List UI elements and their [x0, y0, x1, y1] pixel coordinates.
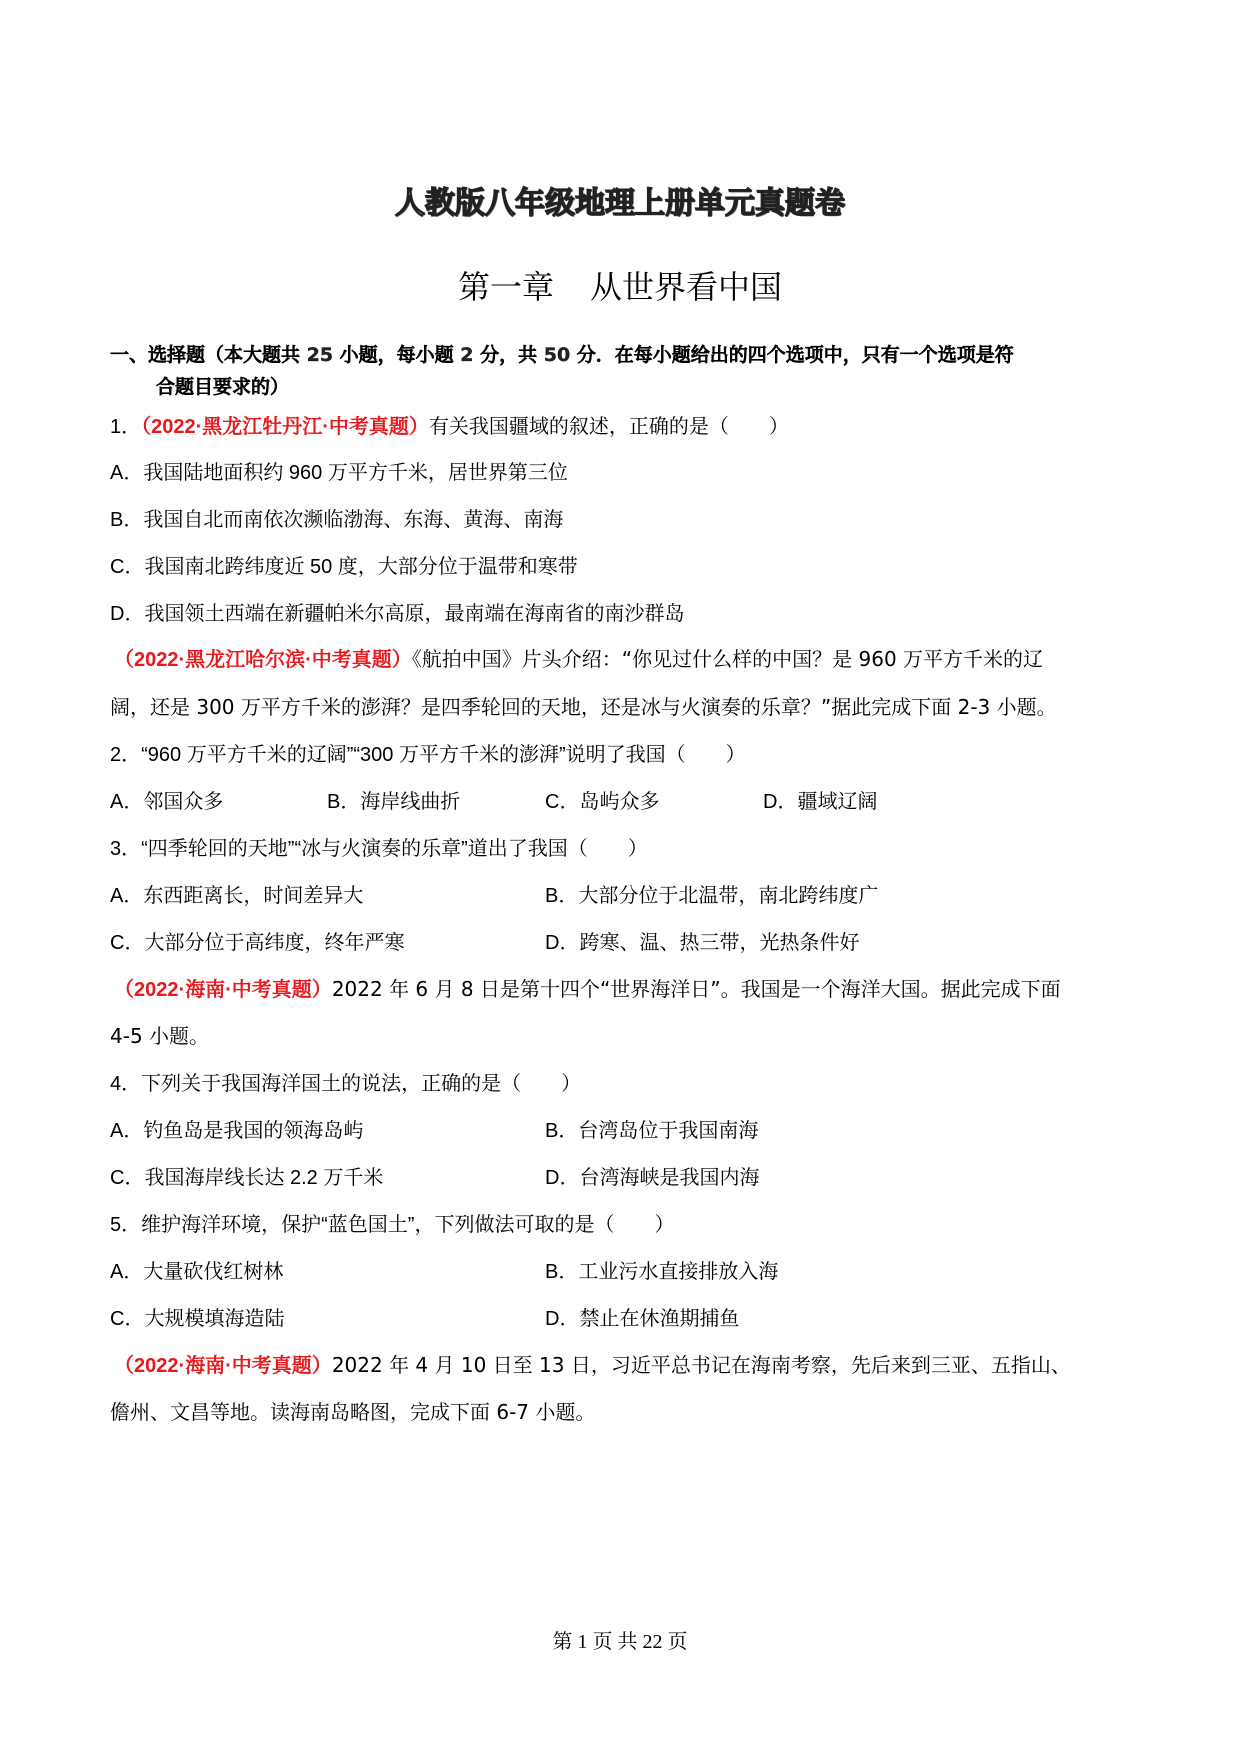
material-text: 《航拍中国》片头介绍：“你见过什么样的中国？是 960 万平方千米的辽 [411, 647, 1044, 671]
material-text-line2: 4-5 小题。 [110, 1024, 210, 1048]
option-b: B．大部分位于北温带，南北跨纬度广 [545, 885, 879, 907]
section-heading-line2: 合题目要求的） [156, 376, 290, 398]
question-4: 4．下列关于我国海洋国土的说法，正确的是（ ） [110, 1073, 582, 1095]
question-2: 2．“960 万平方千米的辽阔”“300 万平方千米的澎湃”说明了我国（ ） [110, 744, 746, 766]
option-b: B．海岸线曲折 [327, 791, 461, 813]
document-title: 人教版八年级地理上册单元真题卷 [395, 186, 845, 221]
option-a: A．邻国众多 [110, 791, 224, 813]
option-c: C．大部分位于高纬度，终年严寒 [110, 932, 405, 954]
question-3: 3．“四季轮回的天地”“冰与火演奏的乐章”道出了我国（ ） [110, 838, 648, 860]
option-b: B．我国自北而南依次濒临渤海、东海、黄海、南海 [110, 509, 564, 531]
source-tag: （2022·黑龙江牡丹江·中考真题） [141, 416, 429, 438]
source-tag: （2022·海南·中考真题） [114, 979, 332, 1001]
question-1 [110, 410, 789, 439]
option-c: C．我国南北跨纬度近 50 度，大部分位于温带和寒带 [110, 556, 578, 578]
option-a: A．我国陆地面积约 960 万平方千米，居世界第三位 [110, 462, 568, 484]
question-number: 1． [110, 416, 142, 438]
source-tag: （2022·海南·中考真题） [114, 1355, 332, 1377]
material-intro-2-3 [114, 643, 1043, 672]
option-d: D．禁止在休渔期捕鱼 [545, 1308, 740, 1330]
option-d: D．疆域辽阔 [763, 791, 878, 813]
material-intro-6-7 [114, 1349, 1071, 1378]
option-a: A．大量砍伐红树林 [110, 1261, 284, 1283]
option-d: D．我国领土西端在新疆帕米尔高原，最南端在海南省的南沙群岛 [110, 603, 685, 625]
chapter-label: 第一章 [457, 268, 554, 306]
material-intro-4-5 [114, 973, 1061, 1002]
option-c: C．我国海岸线长达 2.2 万千米 [110, 1167, 384, 1189]
option-b: B．台湾岛位于我国南海 [545, 1120, 759, 1142]
material-text-line2: 阔，还是 300 万平方千米的澎湃？是四季轮回的天地，还是冰与火演奏的乐章？”据此完成下面 2-3 小题。 [110, 695, 1057, 719]
chapter-heading [0, 262, 1240, 308]
option-c: C．岛屿众多 [545, 791, 660, 813]
option-a: A．东西距离长，时间差异大 [110, 885, 364, 907]
section-heading-line1: 一、选择题（本大题共 25 小题，每小题 2 分，共 50 分．在每小题给出的四个选项中，只有一个选项是符 [110, 344, 1014, 366]
option-a: A．钓鱼岛是我国的领海岛屿 [110, 1120, 364, 1142]
chapter-title: 从世界看中国 [590, 268, 783, 306]
option-d: D．台湾海峡是我国内海 [545, 1167, 760, 1189]
option-c: C．大规模填海造陆 [110, 1308, 285, 1330]
material-text-line2: 儋州、文昌等地。读海南岛略图，完成下面 6-7 小题。 [110, 1400, 596, 1424]
material-text: 2022 年 6 月 8 日是第十四个“世界海洋日”。我国是一个海洋大国。据此完成下面 [331, 977, 1061, 1001]
question-5: 5．维护海洋环境，保护“蓝色国土”，下列做法可取的是（ ） [110, 1214, 675, 1236]
option-b: B．工业污水直接排放入海 [545, 1261, 779, 1283]
question-stem: 有关我国疆域的叙述，正确的是（ ） [428, 414, 789, 438]
source-tag: （2022·黑龙江哈尔滨·中考真题） [114, 649, 412, 671]
option-d: D．跨寒、温、热三带，光热条件好 [545, 932, 860, 954]
material-text: 2022 年 4 月 10 日至 13 日，习近平总书记在海南考察，先后来到三亚、五指山、 [331, 1353, 1071, 1377]
page-footer: 第 1 页 共 22 页 [552, 1631, 688, 1653]
